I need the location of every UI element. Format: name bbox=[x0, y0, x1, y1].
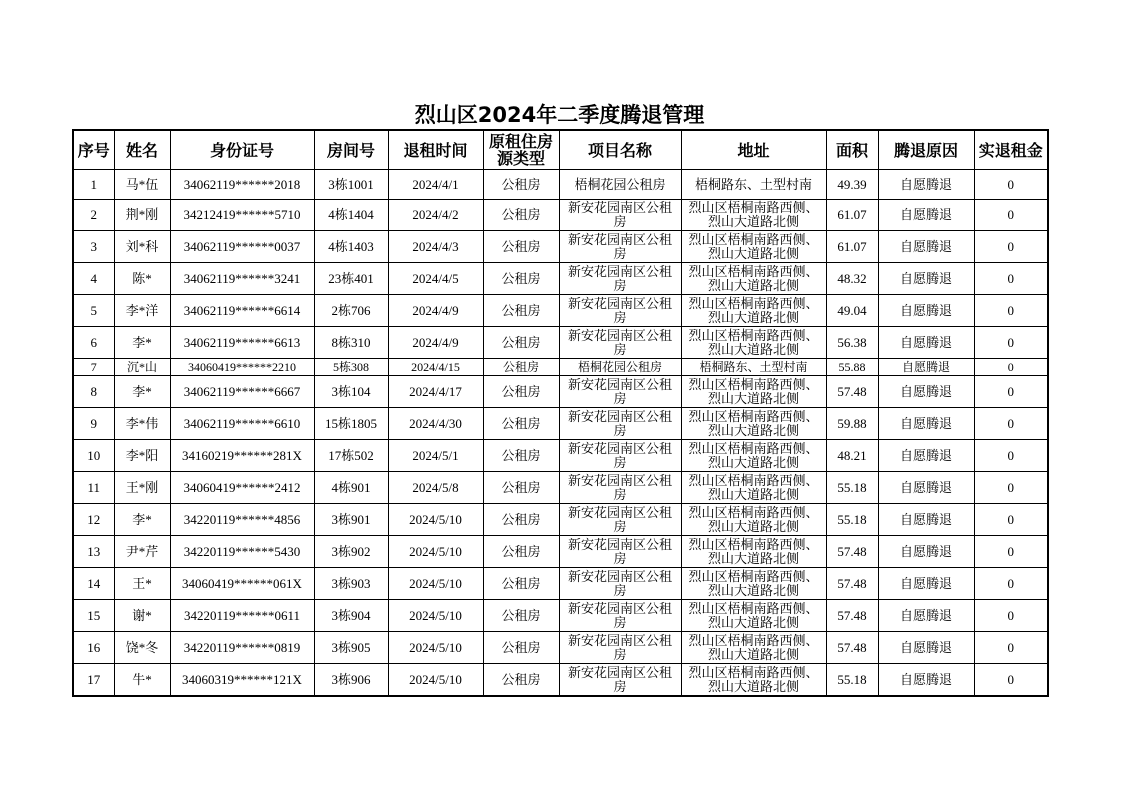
vacate-reason: 自愿腾退 bbox=[878, 170, 974, 200]
header-row bbox=[73, 130, 1048, 170]
area: 48.32 bbox=[826, 263, 878, 295]
tenant-name: 王*刚 bbox=[114, 472, 170, 504]
tenant-name: 陈* bbox=[114, 263, 170, 295]
address: 烈山区梧桐南路西侧、烈山大道路北侧 bbox=[681, 472, 826, 504]
header-id-number: 身份证号 bbox=[170, 130, 314, 170]
header-tenant-name: 姓名 bbox=[114, 130, 170, 170]
project-name: 新安花园南区公租房 bbox=[559, 536, 681, 568]
id-number: 34062119******0037 bbox=[170, 231, 314, 263]
vacate-reason: 自愿腾退 bbox=[878, 600, 974, 632]
tenant-name: 李*阳 bbox=[114, 440, 170, 472]
row-number: 6 bbox=[73, 327, 114, 359]
row-number: 14 bbox=[73, 568, 114, 600]
table-row bbox=[73, 263, 1048, 295]
tenant-name: 刘*科 bbox=[114, 231, 170, 263]
id-number: 34062119******2018 bbox=[170, 170, 314, 200]
table-row bbox=[73, 231, 1048, 263]
tenant-name: 李*伟 bbox=[114, 408, 170, 440]
vacate-reason: 自愿腾退 bbox=[878, 408, 974, 440]
row-number: 15 bbox=[73, 600, 114, 632]
address: 烈山区梧桐南路西侧、烈山大道路北侧 bbox=[681, 440, 826, 472]
vacate-reason: 自愿腾退 bbox=[878, 327, 974, 359]
checkout-date: 2024/5/10 bbox=[388, 600, 483, 632]
room-number: 3栋905 bbox=[314, 632, 388, 664]
table-row bbox=[73, 440, 1048, 472]
tenant-name: 王* bbox=[114, 568, 170, 600]
checkout-date: 2024/5/8 bbox=[388, 472, 483, 504]
id-number: 34060319******121X bbox=[170, 664, 314, 697]
checkout-date: 2024/4/2 bbox=[388, 200, 483, 231]
project-name: 新安花园南区公租房 bbox=[559, 408, 681, 440]
vacate-reason: 自愿腾退 bbox=[878, 568, 974, 600]
refund-amount: 0 bbox=[974, 600, 1048, 632]
address: 烈山区梧桐南路西侧、烈山大道路北侧 bbox=[681, 408, 826, 440]
vacate-reason: 自愿腾退 bbox=[878, 536, 974, 568]
row-number: 9 bbox=[73, 408, 114, 440]
housing-type: 公租房 bbox=[483, 327, 559, 359]
header-refund-amount: 实退租金 bbox=[974, 130, 1048, 170]
address: 烈山区梧桐南路西侧、烈山大道路北侧 bbox=[681, 295, 826, 327]
vacate-reason: 自愿腾退 bbox=[878, 376, 974, 408]
id-number: 34212419******5710 bbox=[170, 200, 314, 231]
tenant-name: 牛* bbox=[114, 664, 170, 697]
refund-amount: 0 bbox=[974, 295, 1048, 327]
checkout-date: 2024/4/9 bbox=[388, 295, 483, 327]
header-area: 面积 bbox=[826, 130, 878, 170]
checkout-date: 2024/4/9 bbox=[388, 327, 483, 359]
refund-amount: 0 bbox=[974, 376, 1048, 408]
project-name: 新安花园南区公租房 bbox=[559, 664, 681, 697]
area: 57.48 bbox=[826, 632, 878, 664]
area: 55.18 bbox=[826, 472, 878, 504]
vacate-reason: 自愿腾退 bbox=[878, 263, 974, 295]
tenant-name: 李* bbox=[114, 504, 170, 536]
housing-type: 公租房 bbox=[483, 504, 559, 536]
tenant-name: 谢* bbox=[114, 600, 170, 632]
address: 烈山区梧桐南路西侧、烈山大道路北侧 bbox=[681, 536, 826, 568]
id-number: 34160219******281X bbox=[170, 440, 314, 472]
area: 56.38 bbox=[826, 327, 878, 359]
tenant-name: 李* bbox=[114, 327, 170, 359]
housing-type: 公租房 bbox=[483, 440, 559, 472]
area: 57.48 bbox=[826, 376, 878, 408]
table-row bbox=[73, 600, 1048, 632]
vacate-reason: 自愿腾退 bbox=[878, 295, 974, 327]
table-row bbox=[73, 359, 1048, 376]
row-number: 4 bbox=[73, 263, 114, 295]
housing-type: 公租房 bbox=[483, 200, 559, 231]
housing-type: 公租房 bbox=[483, 600, 559, 632]
area: 55.18 bbox=[826, 504, 878, 536]
address: 烈山区梧桐南路西侧、烈山大道路北侧 bbox=[681, 200, 826, 231]
refund-amount: 0 bbox=[974, 327, 1048, 359]
table-row bbox=[73, 200, 1048, 231]
row-number: 3 bbox=[73, 231, 114, 263]
room-number: 3栋901 bbox=[314, 504, 388, 536]
id-number: 34062119******6614 bbox=[170, 295, 314, 327]
table-row bbox=[73, 504, 1048, 536]
area: 49.04 bbox=[826, 295, 878, 327]
refund-amount: 0 bbox=[974, 472, 1048, 504]
room-number: 5栋308 bbox=[314, 359, 388, 376]
table-row bbox=[73, 632, 1048, 664]
vacate-reason: 自愿腾退 bbox=[878, 440, 974, 472]
project-name: 新安花园南区公租房 bbox=[559, 200, 681, 231]
refund-amount: 0 bbox=[974, 170, 1048, 200]
room-number: 4栋901 bbox=[314, 472, 388, 504]
housing-type: 公租房 bbox=[483, 664, 559, 697]
id-number: 34062119******6613 bbox=[170, 327, 314, 359]
row-number: 11 bbox=[73, 472, 114, 504]
area: 59.88 bbox=[826, 408, 878, 440]
vacate-reason: 自愿腾退 bbox=[878, 504, 974, 536]
table-row bbox=[73, 170, 1048, 200]
area: 55.18 bbox=[826, 664, 878, 697]
project-name: 新安花园南区公租房 bbox=[559, 632, 681, 664]
project-name: 新安花园南区公租房 bbox=[559, 327, 681, 359]
room-number: 23栋401 bbox=[314, 263, 388, 295]
vacate-reason: 自愿腾退 bbox=[878, 632, 974, 664]
refund-amount: 0 bbox=[974, 408, 1048, 440]
checkout-date: 2024/4/15 bbox=[388, 359, 483, 376]
project-name: 新安花园南区公租房 bbox=[559, 376, 681, 408]
vacate-reason: 自愿腾退 bbox=[878, 200, 974, 231]
housing-type: 公租房 bbox=[483, 408, 559, 440]
housing-type: 公租房 bbox=[483, 263, 559, 295]
area: 61.07 bbox=[826, 231, 878, 263]
header-housing-type: 原租住房源类型 bbox=[483, 130, 559, 170]
tenant-name: 荆*刚 bbox=[114, 200, 170, 231]
vacate-reason: 自愿腾退 bbox=[878, 231, 974, 263]
header-vacate-reason: 腾退原因 bbox=[878, 130, 974, 170]
row-number: 2 bbox=[73, 200, 114, 231]
tenant-name: 饶*冬 bbox=[114, 632, 170, 664]
row-number: 8 bbox=[73, 376, 114, 408]
tenant-name: 李* bbox=[114, 376, 170, 408]
table-row bbox=[73, 295, 1048, 327]
area: 57.48 bbox=[826, 536, 878, 568]
id-number: 34220119******0611 bbox=[170, 600, 314, 632]
header-project-name: 项目名称 bbox=[559, 130, 681, 170]
row-number: 5 bbox=[73, 295, 114, 327]
project-name: 新安花园南区公租房 bbox=[559, 263, 681, 295]
checkout-date: 2024/5/10 bbox=[388, 536, 483, 568]
area: 49.39 bbox=[826, 170, 878, 200]
row-number: 10 bbox=[73, 440, 114, 472]
project-name: 新安花园南区公租房 bbox=[559, 504, 681, 536]
checkout-date: 2024/5/10 bbox=[388, 664, 483, 697]
id-number: 34062119******3241 bbox=[170, 263, 314, 295]
tenant-name: 李*洋 bbox=[114, 295, 170, 327]
table-row bbox=[73, 664, 1048, 697]
project-name: 新安花园南区公租房 bbox=[559, 568, 681, 600]
area: 48.21 bbox=[826, 440, 878, 472]
housing-type: 公租房 bbox=[483, 231, 559, 263]
refund-amount: 0 bbox=[974, 632, 1048, 664]
project-name: 新安花园南区公租房 bbox=[559, 295, 681, 327]
address: 烈山区梧桐南路西侧、烈山大道路北侧 bbox=[681, 376, 826, 408]
refund-amount: 0 bbox=[974, 536, 1048, 568]
project-name: 梧桐花园公租房 bbox=[559, 170, 681, 200]
table-row bbox=[73, 327, 1048, 359]
address: 烈山区梧桐南路西侧、烈山大道路北侧 bbox=[681, 263, 826, 295]
id-number: 34220119******5430 bbox=[170, 536, 314, 568]
id-number: 34220119******4856 bbox=[170, 504, 314, 536]
room-number: 3栋904 bbox=[314, 600, 388, 632]
refund-amount: 0 bbox=[974, 359, 1048, 376]
checkout-date: 2024/5/10 bbox=[388, 632, 483, 664]
room-number: 3栋903 bbox=[314, 568, 388, 600]
housing-type: 公租房 bbox=[483, 472, 559, 504]
id-number: 34062119******6667 bbox=[170, 376, 314, 408]
project-name: 新安花园南区公租房 bbox=[559, 231, 681, 263]
address: 烈山区梧桐南路西侧、烈山大道路北侧 bbox=[681, 327, 826, 359]
vacate-reason: 自愿腾退 bbox=[878, 664, 974, 697]
row-number: 12 bbox=[73, 504, 114, 536]
room-number: 17栋502 bbox=[314, 440, 388, 472]
room-number: 3栋1001 bbox=[314, 170, 388, 200]
room-number: 15栋1805 bbox=[314, 408, 388, 440]
room-number: 2栋706 bbox=[314, 295, 388, 327]
document-title: 烈山区2024年二季度腾退管理 bbox=[414, 103, 705, 127]
address: 梧桐路东、土型村南 bbox=[681, 170, 826, 200]
address: 烈山区梧桐南路西侧、烈山大道路北侧 bbox=[681, 568, 826, 600]
address: 烈山区梧桐南路西侧、烈山大道路北侧 bbox=[681, 664, 826, 697]
housing-type: 公租房 bbox=[483, 295, 559, 327]
id-number: 34060419******2412 bbox=[170, 472, 314, 504]
vacate-reason: 自愿腾退 bbox=[878, 472, 974, 504]
table-row bbox=[73, 472, 1048, 504]
table-row bbox=[73, 536, 1048, 568]
table-row bbox=[73, 568, 1048, 600]
vacate-reason: 自愿腾退 bbox=[878, 359, 974, 376]
project-name: 新安花园南区公租房 bbox=[559, 440, 681, 472]
room-number: 8栋310 bbox=[314, 327, 388, 359]
room-number: 4栋1403 bbox=[314, 231, 388, 263]
checkout-date: 2024/4/3 bbox=[388, 231, 483, 263]
refund-amount: 0 bbox=[974, 263, 1048, 295]
area: 55.88 bbox=[826, 359, 878, 376]
housing-type: 公租房 bbox=[483, 170, 559, 200]
room-number: 3栋902 bbox=[314, 536, 388, 568]
table-row bbox=[73, 376, 1048, 408]
housing-type: 公租房 bbox=[483, 632, 559, 664]
project-name: 新安花园南区公租房 bbox=[559, 600, 681, 632]
address: 烈山区梧桐南路西侧、烈山大道路北侧 bbox=[681, 231, 826, 263]
row-number: 7 bbox=[73, 359, 114, 376]
housing-type: 公租房 bbox=[483, 536, 559, 568]
refund-amount: 0 bbox=[974, 231, 1048, 263]
header-row-number: 序号 bbox=[73, 130, 114, 170]
vacate-table bbox=[72, 129, 1049, 697]
address: 烈山区梧桐南路西侧、烈山大道路北侧 bbox=[681, 600, 826, 632]
row-number: 13 bbox=[73, 536, 114, 568]
refund-amount: 0 bbox=[974, 200, 1048, 231]
refund-amount: 0 bbox=[974, 440, 1048, 472]
housing-type: 公租房 bbox=[483, 568, 559, 600]
housing-type: 公租房 bbox=[483, 376, 559, 408]
checkout-date: 2024/5/10 bbox=[388, 568, 483, 600]
refund-amount: 0 bbox=[974, 664, 1048, 697]
area: 57.48 bbox=[826, 600, 878, 632]
checkout-date: 2024/4/30 bbox=[388, 408, 483, 440]
id-number: 34062119******6610 bbox=[170, 408, 314, 440]
checkout-date: 2024/5/1 bbox=[388, 440, 483, 472]
id-number: 34060419******061X bbox=[170, 568, 314, 600]
project-name: 梧桐花园公租房 bbox=[559, 359, 681, 376]
tenant-name: 尹*芹 bbox=[114, 536, 170, 568]
row-number: 17 bbox=[73, 664, 114, 697]
row-number: 16 bbox=[73, 632, 114, 664]
area: 57.48 bbox=[826, 568, 878, 600]
room-number: 3栋906 bbox=[314, 664, 388, 697]
header-checkout-date: 退租时间 bbox=[388, 130, 483, 170]
address: 梧桐路东、土型村南 bbox=[681, 359, 826, 376]
checkout-date: 2024/4/1 bbox=[388, 170, 483, 200]
refund-amount: 0 bbox=[974, 568, 1048, 600]
id-number: 34060419******2210 bbox=[170, 359, 314, 376]
header-address: 地址 bbox=[681, 130, 826, 170]
area: 61.07 bbox=[826, 200, 878, 231]
housing-type: 公租房 bbox=[483, 359, 559, 376]
refund-amount: 0 bbox=[974, 504, 1048, 536]
room-number: 4栋1404 bbox=[314, 200, 388, 231]
room-number: 3栋104 bbox=[314, 376, 388, 408]
tenant-name: 马*伍 bbox=[114, 170, 170, 200]
address: 烈山区梧桐南路西侧、烈山大道路北侧 bbox=[681, 504, 826, 536]
row-number: 1 bbox=[73, 170, 114, 200]
tenant-name: 沉*山 bbox=[114, 359, 170, 376]
checkout-date: 2024/4/5 bbox=[388, 263, 483, 295]
header-room-number: 房间号 bbox=[314, 130, 388, 170]
address: 烈山区梧桐南路西侧、烈山大道路北侧 bbox=[681, 632, 826, 664]
checkout-date: 2024/4/17 bbox=[388, 376, 483, 408]
project-name: 新安花园南区公租房 bbox=[559, 472, 681, 504]
id-number: 34220119******0819 bbox=[170, 632, 314, 664]
table-row bbox=[73, 408, 1048, 440]
checkout-date: 2024/5/10 bbox=[388, 504, 483, 536]
